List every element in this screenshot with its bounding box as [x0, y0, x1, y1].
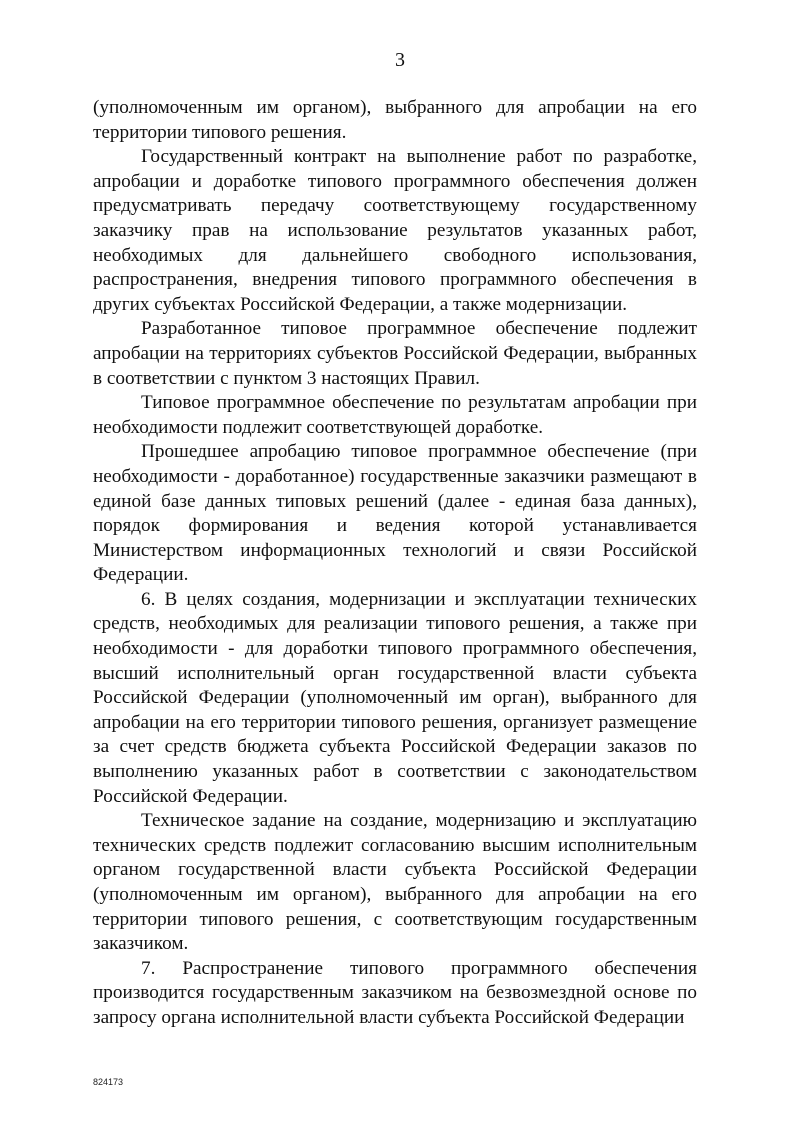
paragraph: Государственный контракт на выполнение работ по разработке, апробации и доработке типового программного обеспечения должен предусматривать передачу соответствующему государственному заказчику прав на использование результатов указанных работ, необходимых для дальнейшего свободного использования, распространения, внедрения типового программного обеспечения в других субъектах Российской Федерации, а также модернизации. [93, 146, 697, 315]
paragraph: Прошедшее апробацию типовое программное обеспечение (при необходимости - доработанное) государственные заказчики размещают в единой базе данных типовых решений (далее - единая база данных), порядок формирования и ведения которой устанавливается Министерством информационных технологий и связи Российской Федерации. [93, 441, 697, 586]
page-number: 3 [395, 49, 405, 71]
paragraph: Типовое программное обеспечение по результатам апробации при необходимости подлежит соответствующей доработке. [93, 392, 697, 438]
paragraph: Разработанное типовое программное обеспечение подлежит апробации на территориях субъектов Российской Федерации, выбранных в соответствии с пунктом 3 настоящих Правил. [93, 318, 697, 389]
document-body [93, 96, 697, 1031]
paragraph: Техническое задание на создание, модернизацию и эксплуатацию технических средств подлежит согласованию высшим исполнительным органом государственной власти субъекта Российской Федерации (уполномоченным им органом), выбранного для апробации на его территории типового решения, с соответствующим государственным заказчиком. [93, 810, 697, 955]
paragraph: 7. Распространение типового программного обеспечения производится государственным заказчиком на безвозмездной основе по запросу органа исполнительной власти субъекта Российской Федерации [93, 957, 697, 1028]
paragraph: (уполномоченным им органом), выбранного для апробации на его территории типового решения. [93, 97, 697, 143]
paragraph: 6. В целях создания, модернизации и эксплуатации технических средств, необходимых для реализации типового решения, а также при необходимости - для доработки типового программного обеспечения, высший исполнительный орган государственной власти субъекта Российской Федерации (уполномоченный им орган), выбранного для апробации на его территории типового решения, организует размещение за счет средств бюджета субъекта Российской Федерации заказов по выполнению указанных работ в соответствии с законодательством Российской Федерации. [93, 588, 697, 807]
document-code: 824173 [93, 1077, 124, 1087]
